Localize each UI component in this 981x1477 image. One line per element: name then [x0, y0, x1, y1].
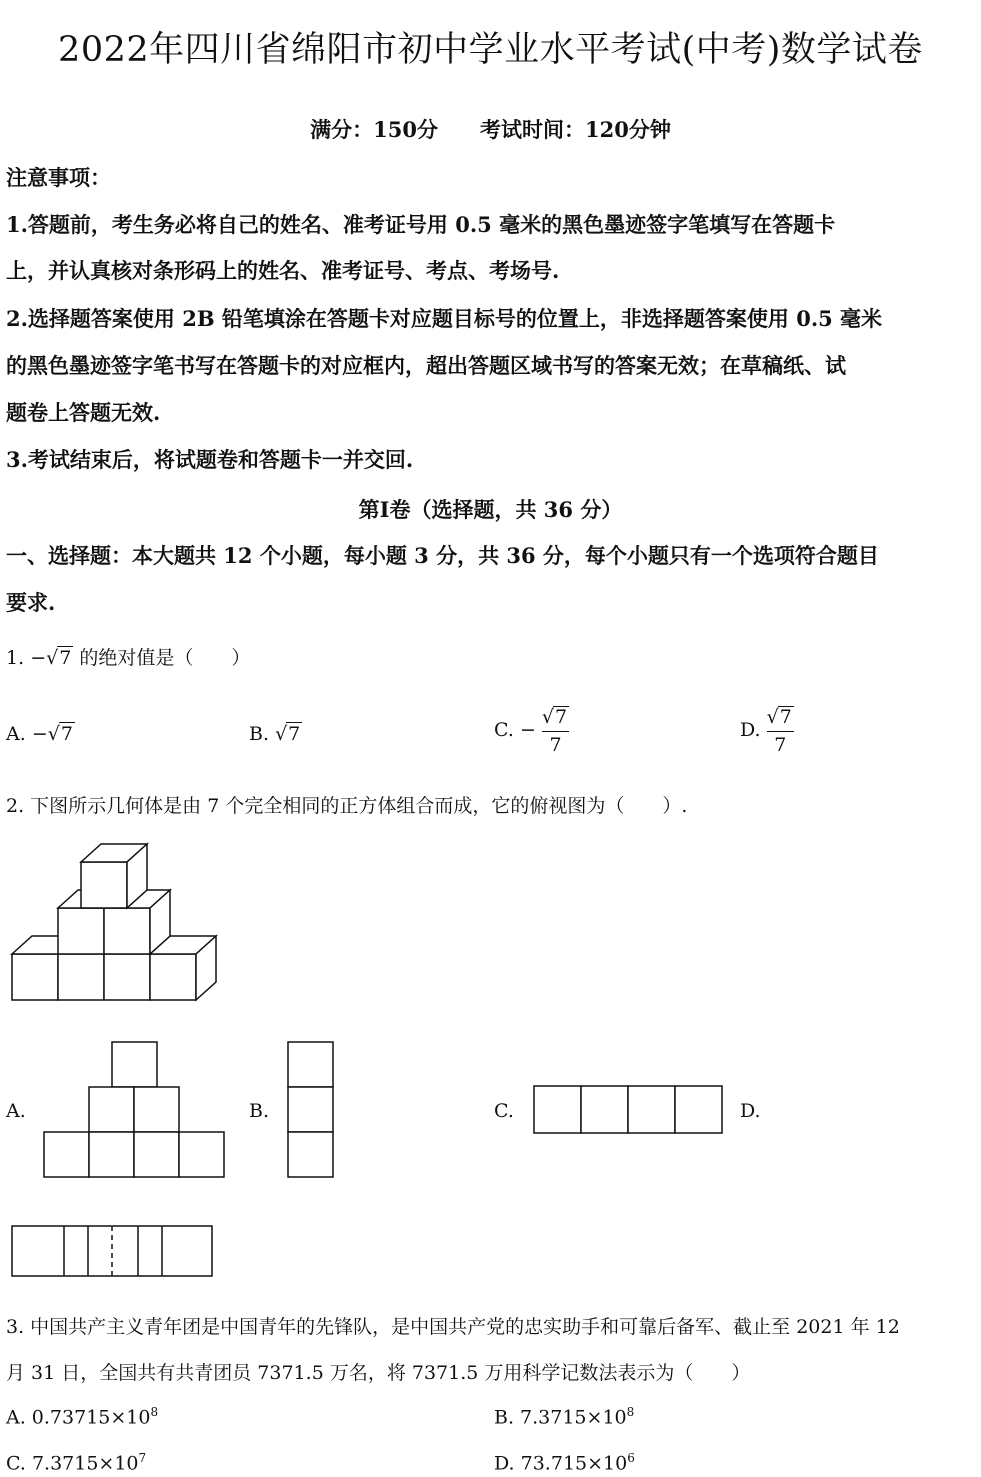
minus-sign: −	[30, 647, 47, 669]
q2-option-a-figure[interactable]	[42, 1040, 228, 1182]
section-instructions-line-2: 要求.	[6, 590, 56, 615]
option-text: A. 0.73715×10	[6, 1406, 151, 1429]
q2-option-b-figure[interactable]	[286, 1040, 336, 1182]
q2-option-a-label[interactable]: A.	[6, 1100, 26, 1122]
exam-subtitle: 满分：150分 考试时间：120分钟	[310, 117, 671, 142]
sqrt-icon: √	[275, 723, 288, 745]
fraction	[767, 706, 794, 756]
option-text: B. 7.3715×10	[494, 1406, 627, 1429]
q1-option-d[interactable]	[740, 706, 794, 756]
note-3: 3.考试结束后，将试题卷和答题卡一并交回.	[6, 447, 414, 472]
radicand: 7	[59, 647, 72, 669]
q2-option-b-label[interactable]: B.	[249, 1100, 270, 1122]
question-number: 1.	[6, 647, 25, 669]
exponent: 6	[627, 1451, 635, 1465]
question-text: 的绝对值是（ ）	[79, 647, 251, 669]
option-text: C. 7.3715×10	[6, 1452, 139, 1475]
radicand: 7	[288, 723, 301, 745]
sqrt-icon: √	[541, 706, 555, 728]
exam-title: 2022年四川省绵阳市初中学业水平考试(中考)数学试卷	[58, 30, 923, 70]
option-text: D. 73.715×10	[494, 1452, 628, 1475]
q3-option-a[interactable]	[6, 1405, 158, 1428]
q3-option-c[interactable]	[6, 1451, 146, 1474]
question-3-line-2: 月 31 日，全国共有共青团员 7371.5 万名，将 7371.5 万用科学记数法表示为（ ）	[6, 1362, 751, 1384]
section-heading: 第Ⅰ卷（选择题，共 36 分）	[358, 497, 623, 522]
exponent: 8	[626, 1405, 635, 1419]
fraction	[542, 706, 569, 756]
exponent: 7	[138, 1451, 147, 1465]
q1-option-c[interactable]	[494, 706, 569, 756]
q2-option-c-figure[interactable]	[532, 1084, 726, 1136]
radicand: 7	[60, 723, 73, 745]
option-label: B.	[249, 723, 270, 745]
section-instructions-line-1: 一、选择题：本大题共 12 个小题，每小题 3 分，共 36 分，每个小题只有一个选项符合题目	[6, 543, 879, 568]
minus-sign: −	[31, 723, 48, 745]
question-3-line-1: 3. 中国共产主义青年团是中国青年的先锋队，是中国共产党的忠实助手和可靠后备军、截止至 2021 年 12	[6, 1316, 900, 1338]
question-2-stem: 2. 下图所示几何体是由 7 个完全相同的正方体组合而成，它的俯视图为（ ）.	[6, 795, 688, 817]
sqrt-icon: √	[47, 723, 60, 745]
q3-option-d[interactable]	[494, 1451, 635, 1474]
q3-option-b[interactable]	[494, 1405, 634, 1428]
note-2-line-2: 的黑色墨迹签字笔书写在答题卡的对应框内，超出答题区域书写的答案无效；在草稿纸、试	[6, 353, 846, 378]
option-label: C.	[494, 718, 514, 741]
notes-heading: 注意事项：	[6, 165, 111, 190]
q1-option-a[interactable]	[6, 722, 75, 745]
denominator: 7	[774, 733, 787, 756]
q2-option-d-label[interactable]: D.	[740, 1100, 761, 1122]
question-1-stem	[6, 643, 250, 670]
option-label: A.	[6, 723, 26, 745]
note-2-line-1: 2.选择题答案使用 2B 铅笔填涂在答题卡对应题目标号的位置上，非选择题答案使用 0.5 毫米	[6, 306, 883, 331]
sqrt-icon: √	[766, 706, 779, 728]
q2-option-c-label[interactable]: C.	[494, 1100, 514, 1122]
sqrt-icon: √	[46, 647, 59, 669]
note-2-line-3: 题卷上答题无效.	[6, 400, 161, 425]
minus-sign: −	[519, 718, 536, 741]
option-label: D.	[740, 718, 761, 741]
q2-option-d-figure[interactable]	[10, 1224, 216, 1280]
denominator: 7	[549, 733, 562, 756]
cube-solid-figure	[8, 840, 218, 1005]
numerator: 7	[779, 706, 792, 728]
exponent: 8	[150, 1405, 159, 1419]
note-1-line-2: 上，并认真核对条形码上的姓名、准考证号、考点、考场号.	[6, 258, 560, 283]
numerator: 7	[555, 706, 568, 728]
note-1-line-1: 1.答题前，考生务必将自己的姓名、准考证号用 0.5 毫米的黑色墨迹签字笔填写在答题卡	[6, 212, 836, 237]
q1-option-b[interactable]	[249, 722, 302, 745]
